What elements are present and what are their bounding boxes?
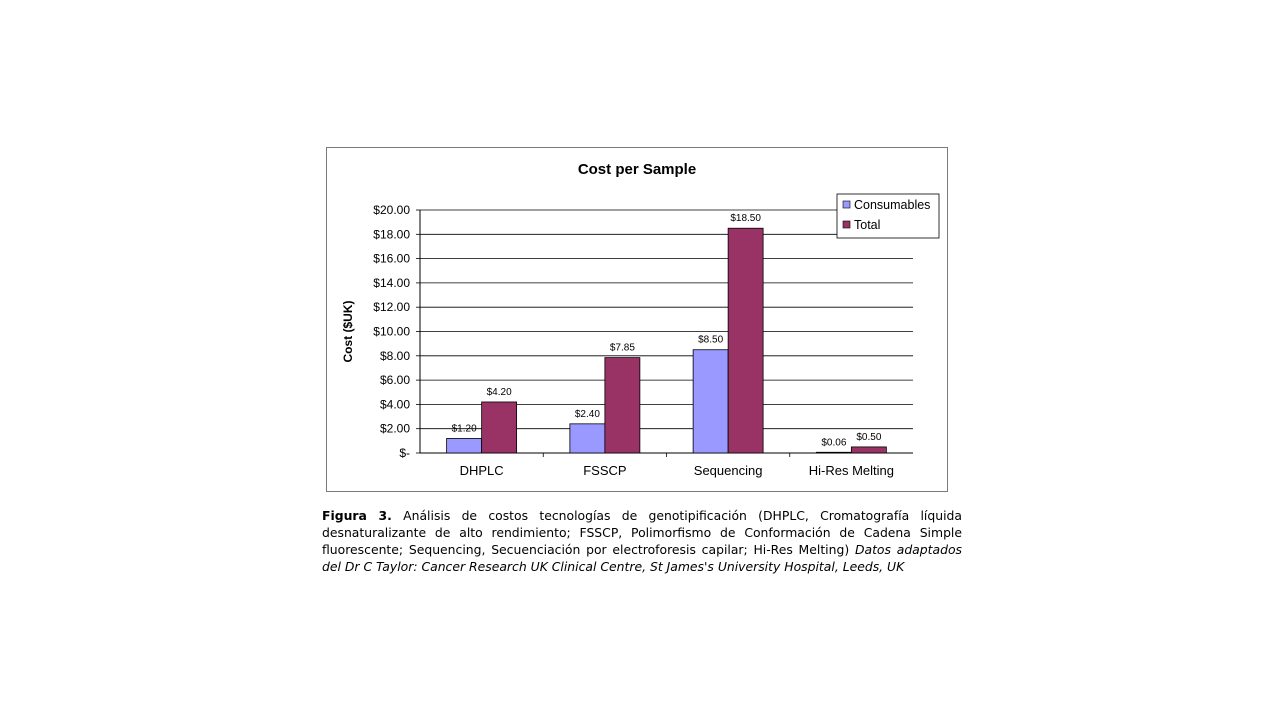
caption-text: Análisis de costos tecnologías de genotipificación (DHPLC, Cromatografía líquida desnaturalizante de alto rendimiento; FSSCP, Polimorfismo de Conformación de Cadena Simple fluorescente; Sequencing, Secuenciación por electroforesis capilar; Hi-Res Melting) xyxy=(322,508,962,557)
bar-total xyxy=(605,358,640,453)
y-tick-label: $8.00 xyxy=(379,348,410,363)
y-tick-label: $2.00 xyxy=(379,421,410,436)
bar-consumables xyxy=(816,452,851,453)
data-label: $1.20 xyxy=(451,423,477,435)
y-tick-label: $18.00 xyxy=(373,227,410,242)
y-tick-label: $4.00 xyxy=(379,397,410,412)
figure-caption xyxy=(322,507,962,575)
data-label: $2.40 xyxy=(574,408,600,420)
bar-consumables xyxy=(693,350,728,453)
legend-label: Consumables xyxy=(854,198,931,212)
y-axis-label: Cost ($UK) xyxy=(341,300,355,363)
chart-frame xyxy=(326,147,948,492)
y-tick-label: $10.00 xyxy=(373,324,410,339)
y-tick-label: $20.00 xyxy=(373,203,410,217)
x-tick-label: Hi-Res Melting xyxy=(808,463,894,478)
y-tick-label: $14.00 xyxy=(373,275,410,290)
data-label: $0.50 xyxy=(856,431,882,443)
chart-title: Cost per Sample xyxy=(577,161,697,178)
bar-total xyxy=(728,228,763,453)
x-tick-label: FSSCP xyxy=(583,463,627,478)
bar-total xyxy=(482,402,517,453)
caption-label: Figura 3. xyxy=(322,508,392,523)
data-label: $4.20 xyxy=(486,386,512,398)
x-tick-label: Sequencing xyxy=(693,463,763,478)
y-tick-label: $- xyxy=(399,446,410,460)
y-tick-label: $6.00 xyxy=(379,373,410,388)
legend-swatch xyxy=(843,201,850,208)
bar-chart xyxy=(327,148,947,491)
y-tick-label: $12.00 xyxy=(373,300,410,315)
data-label: $0.06 xyxy=(821,437,847,449)
y-tick-label: $16.00 xyxy=(373,251,410,266)
data-label: $7.85 xyxy=(609,342,635,354)
bar-consumables xyxy=(570,424,605,453)
legend-swatch xyxy=(843,221,850,228)
legend-label: Total xyxy=(854,218,881,232)
data-label: $18.50 xyxy=(730,213,761,225)
data-label: $8.50 xyxy=(698,334,724,346)
bar-total xyxy=(851,447,886,453)
x-tick-label: DHPLC xyxy=(459,463,504,478)
bar-consumables xyxy=(447,438,482,453)
caption-source: Datos adaptados del Dr C Taylor: Cancer Research UK Clinical Centre, St James's University Hospital, Leeds, UK xyxy=(322,542,962,574)
